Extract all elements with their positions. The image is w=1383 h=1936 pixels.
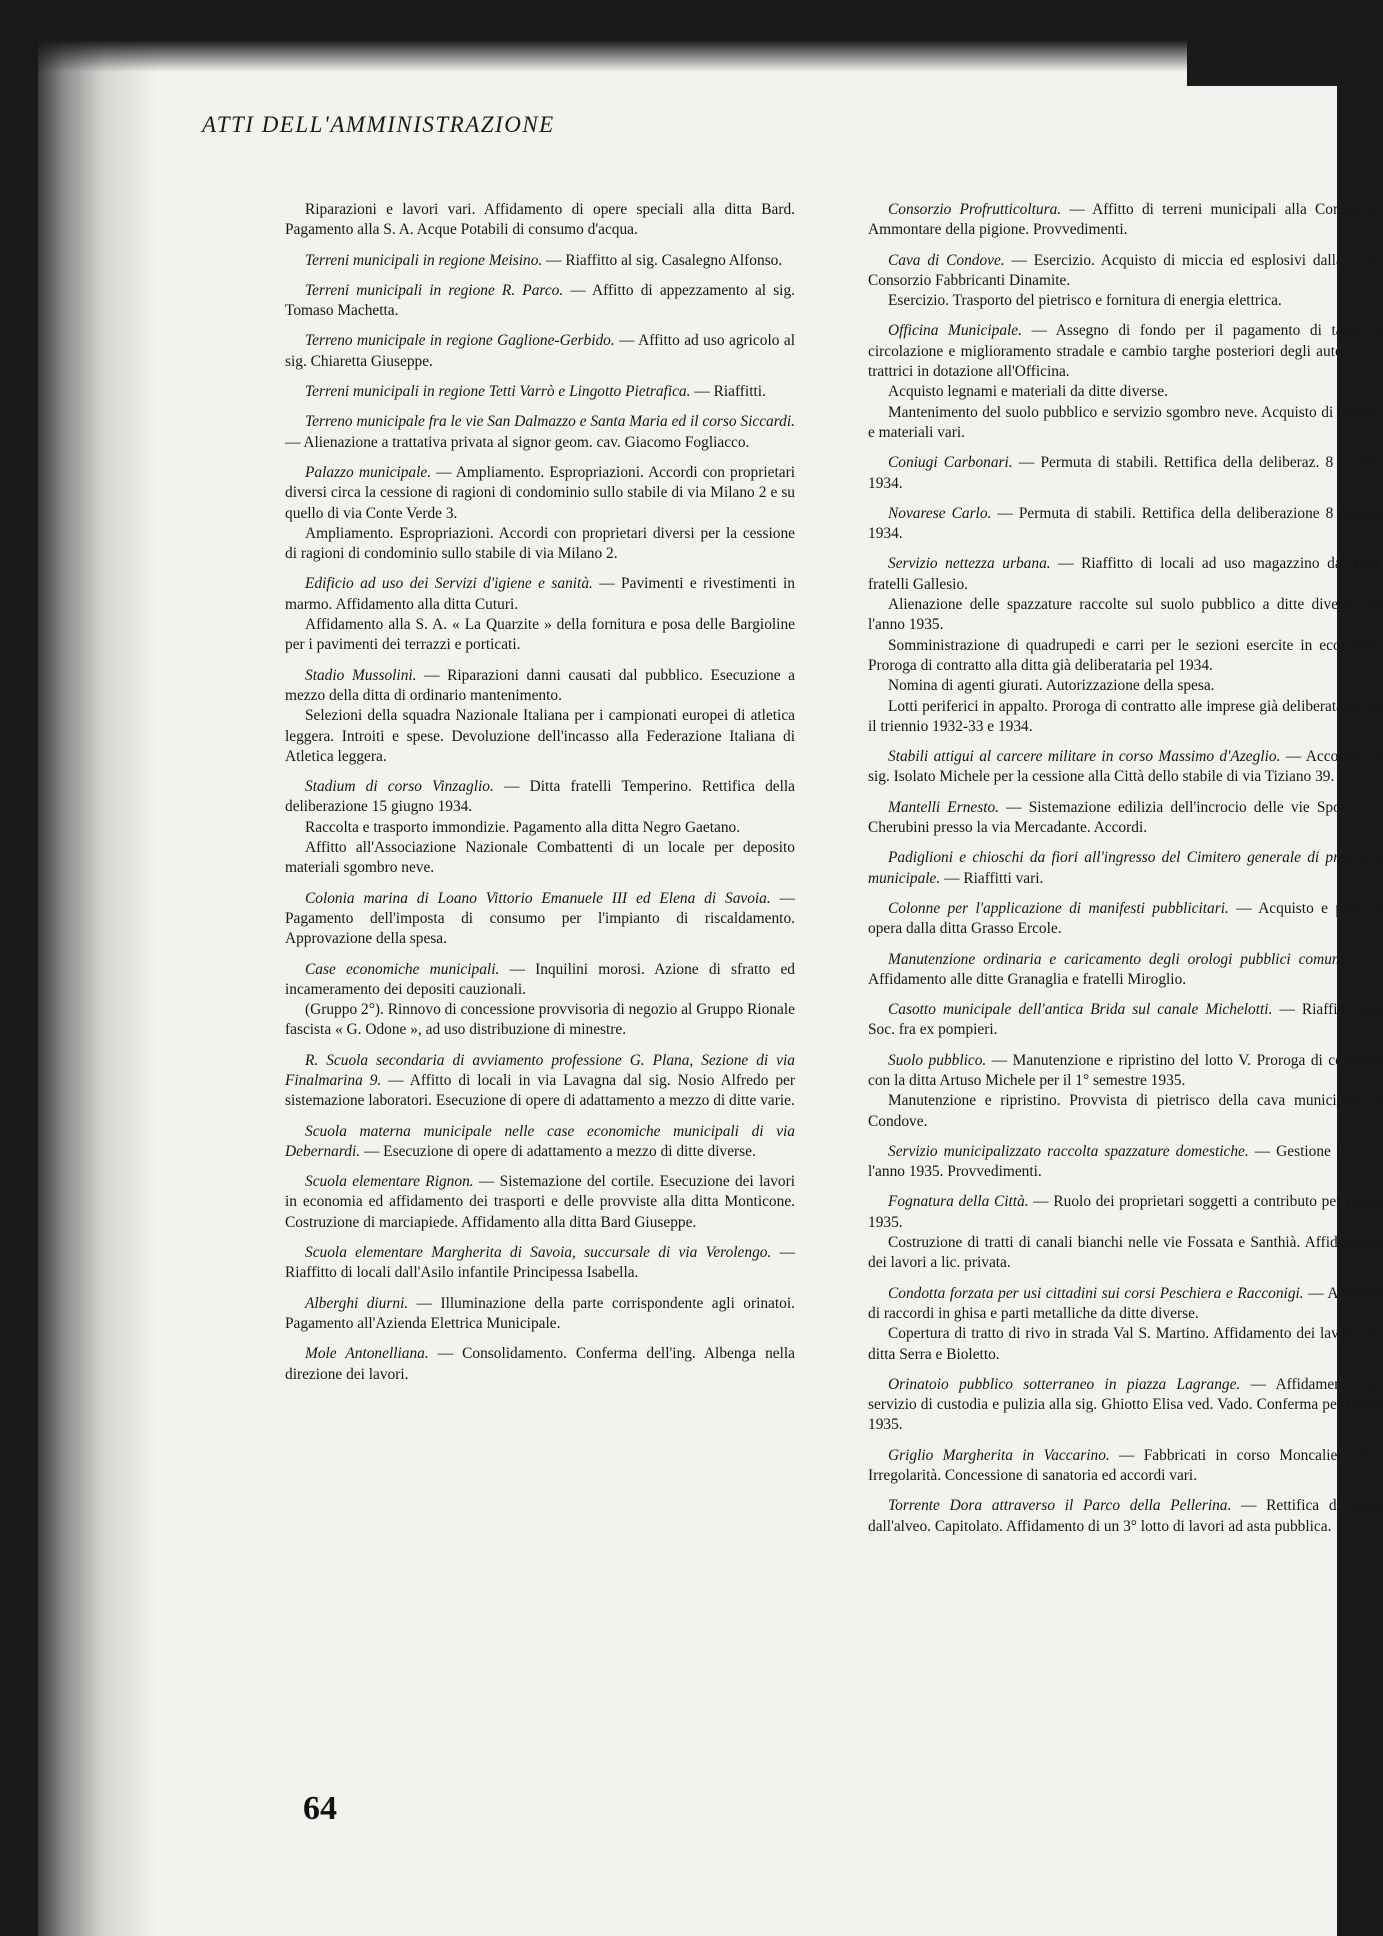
entry-text: — Affidamento alle ditte Granaglia e fratelli Miroglio. bbox=[868, 950, 1383, 988]
entry-paragraph bbox=[868, 382, 1383, 402]
entry-text: — Affitto di terreni municipali alla Continetta. Ammontare della pigione. Provvedimenti. bbox=[868, 201, 1383, 239]
entry-text: Lotti periferici in appalto. Proroga di contratto alle imprese già deliberatarie per il triennio 1932-33 e 1934. bbox=[868, 697, 1383, 735]
entry-heading: Terreni municipali in regione Tetti Varrò e Lingotto Pietrafica. bbox=[305, 383, 691, 401]
entry-text: — Sistemazione edilizia dell'incrocio delle vie Spontini e Cherubini presso la via Mercadante. Accordi. bbox=[868, 798, 1383, 837]
entry-heading: Griglio Margherita in Vaccarino. bbox=[888, 1446, 1110, 1464]
entry-paragraph bbox=[285, 574, 795, 615]
entry-heading: Terreni municipali in regione Meisino. bbox=[305, 251, 543, 269]
entry-text: Alienazione delle spazzature raccolte sul suolo pubblico a ditte diverse per l'anno 1935. bbox=[868, 596, 1383, 634]
entry-text: Riparazioni e lavori vari. Affidamento di opere speciali alla ditta Bard. Pagamento alla S. A. Acque Potabili di consumo d'acqua. bbox=[285, 201, 795, 239]
entry-paragraph bbox=[285, 1000, 795, 1041]
entry-text: — Riaffitto di locali ad uso magazzino dai sigg. fratelli Gallesio. bbox=[868, 555, 1383, 593]
entry-heading: R. Scuola secondaria di avviamento professione G. Plana, Sezione di via Finalmarina 9. bbox=[285, 1051, 795, 1089]
entry-paragraph bbox=[285, 818, 795, 838]
entry-text: Copertura di tratto di rivo in strada Val S. Martino. Affidamento dei lavori alla ditta Serra e Bioletto. bbox=[868, 1325, 1383, 1363]
entry-heading: Terreno municipale fra le vie San Dalmazzo e Santa Maria ed il corso Siccardi. bbox=[305, 413, 795, 431]
entry-text: — Illuminazione della parte corrispondente agli orinatoi. Pagamento all'Azienda Elettrica Municipale. bbox=[285, 1294, 795, 1332]
entry-paragraph bbox=[868, 848, 1383, 889]
entry-heading: Servizio nettezza urbana. bbox=[888, 555, 1051, 573]
entry-paragraph bbox=[868, 504, 1383, 545]
entry-heading: Novarese Carlo. bbox=[888, 504, 992, 522]
entry-heading: Consorzio Profrutticoltura. bbox=[888, 201, 1062, 218]
entry-heading: Mole Antonelliana. bbox=[305, 1345, 429, 1363]
entry-paragraph bbox=[285, 382, 795, 402]
entry-heading: Palazzo municipale. bbox=[305, 463, 432, 481]
entry-text: — Affitto di appezzamento al sig. Tomaso Machetta. bbox=[285, 281, 796, 320]
entry-heading: Terreno municipale in regione Gaglione-Gerbido. bbox=[305, 332, 615, 350]
entry-text: — Ditta fratelli Temperino. Rettifica della deliberazione 15 giugno 1934. bbox=[285, 778, 795, 816]
entry-paragraph bbox=[285, 1051, 795, 1112]
entry-paragraph bbox=[285, 1122, 795, 1163]
entry-paragraph bbox=[868, 1284, 1383, 1325]
entry-paragraph bbox=[868, 1192, 1383, 1233]
right-column bbox=[868, 200, 1383, 1537]
entry-paragraph bbox=[285, 777, 795, 818]
entry-paragraph bbox=[868, 747, 1383, 788]
entry-paragraph bbox=[868, 1375, 1383, 1436]
entry-paragraph bbox=[868, 1446, 1383, 1487]
entry-text: — Riaffitti vari. bbox=[940, 869, 1044, 887]
entry-text: — Permuta di stabili. Rettifica della deliberazione 8 ottobre 1934. bbox=[868, 504, 1383, 543]
entry-paragraph bbox=[285, 615, 795, 656]
entry-paragraph bbox=[868, 1000, 1383, 1041]
entry-paragraph bbox=[868, 1051, 1383, 1092]
entry-heading: Scuola elementare Margherita di Savoia, succursale di via Verolengo. bbox=[305, 1244, 772, 1262]
entry-heading: Colonne per l'applicazione di manifesti pubblicitari. bbox=[888, 899, 1229, 917]
entry-heading: Padiglioni e chioschi da fiori all'ingresso del Cimitero generale di proprietà municipale. bbox=[868, 849, 1383, 887]
entry-paragraph bbox=[868, 1142, 1383, 1183]
entry-text: Nomina di agenti giurati. Autorizzazione della spesa. bbox=[888, 677, 1215, 695]
entry-text: Ampliamento. Espropriazioni. Accordi con proprietari diversi per la cessione di ragioni di condominio sullo stabile di via Milano 2. bbox=[285, 524, 795, 563]
entry-heading: Alberghi diurni. bbox=[305, 1294, 409, 1312]
entry-paragraph bbox=[868, 554, 1383, 595]
entry-paragraph bbox=[285, 706, 795, 767]
entry-text: — Inquilini morosi. Azione di sfratto ed incameramento dei depositi cauzionali. bbox=[285, 960, 795, 998]
entry-heading: Mantelli Ernesto. bbox=[888, 798, 1000, 816]
entry-text: Affidamento alla S. A. « La Quarzite » della fornitura e posa delle Bargioline per i pavimenti dei terrazzi e porticati. bbox=[285, 616, 795, 654]
entry-text: — Acquisto e posa in opera dalla ditta Grasso Ercole. bbox=[868, 899, 1383, 938]
entry-text: — Consolidamento. Conferma dell'ing. Albenga nella direzione dei lavori. bbox=[285, 1345, 795, 1383]
entry-paragraph bbox=[868, 251, 1383, 292]
entry-paragraph bbox=[868, 1324, 1383, 1365]
entry-heading: Torrente Dora attraverso il Parco della Pellerina. bbox=[888, 1497, 1232, 1515]
entry-heading: Fognatura della Città. bbox=[888, 1193, 1029, 1211]
entry-text: — Ruolo dei proprietari soggetti a contributo per l'anno 1935. bbox=[868, 1193, 1383, 1231]
entry-text: — Esercizio. Acquisto di miccia ed esplosivi dalla S. A. Consorzio Fabbricanti Dinamite. bbox=[868, 251, 1383, 289]
entry-text: — Acquisto di raccordi in ghisa e parti metalliche da ditte diverse. bbox=[868, 1284, 1383, 1322]
entry-heading: Stabili attigui al carcere militare in corso Massimo d'Azeglio. bbox=[888, 748, 1281, 766]
entry-paragraph bbox=[868, 1091, 1383, 1132]
entry-heading: Casotto municipale dell'antica Brida sul canale Michelotti. bbox=[888, 1001, 1273, 1019]
entry-text: Mantenimento del suolo pubblico e servizio sgombro neve. Acquisto di attrezzi e materiali vari. bbox=[868, 403, 1383, 441]
entry-text: Raccolta e trasporto immondizie. Pagamento alla ditta Negro Gaetano. bbox=[305, 818, 741, 836]
entry-paragraph bbox=[868, 1233, 1383, 1274]
entry-text: — Ampliamento. Espropriazioni. Accordi con proprietari diversi circa la cessione di ragioni di condominio sullo stabile di via Milano 2 e su quello di via Conte Verde 3. bbox=[285, 463, 795, 522]
entry-heading: Case economiche municipali. bbox=[305, 960, 500, 978]
entry-heading: Edificio ad uso dei Servizi d'igiene e sanità. bbox=[305, 575, 593, 593]
entry-text: — Riparazioni danni causati dal pubblico. Esecuzione a mezzo della ditta di ordinario mantenimento. bbox=[285, 666, 795, 704]
entry-text: — Pavimenti e rivestimenti in marmo. Affidamento alla ditta Cuturi. bbox=[285, 575, 795, 613]
entry-text: — Fabbricati in corso Moncalieri 252. Irregolarità. Concessione di sanatoria ed accordi vari. bbox=[868, 1446, 1383, 1485]
entry-paragraph bbox=[285, 251, 795, 271]
entry-text: — Affidamento del servizio di custodia e pulizia alla sig. Ghiotto Elisa ved. Vado. Conferma per l'anno 1935. bbox=[868, 1375, 1383, 1434]
page-number: 64 bbox=[303, 1790, 337, 1827]
entry-text: Affitto all'Associazione Nazionale Combattenti di un locale per deposito materiali sgombro neve. bbox=[285, 839, 795, 877]
entry-heading: Stadium di corso Vinzaglio. bbox=[305, 778, 494, 796]
entry-text: — Permuta di stabili. Rettifica della deliberaz. 8 ottobre 1934. bbox=[868, 454, 1383, 492]
entry-paragraph bbox=[285, 1243, 795, 1284]
entry-paragraph bbox=[285, 960, 795, 1001]
entry-paragraph bbox=[285, 281, 795, 322]
running-head: ATTI DELL'AMMINISTRAZIONE bbox=[202, 112, 555, 137]
entry-heading: Condotta forzata per usi cittadini sui corsi Peschiera e Racconigi. bbox=[888, 1284, 1304, 1302]
entry-text: — Gestione durante l'anno 1935. Provvedimenti. bbox=[868, 1142, 1383, 1181]
entry-text: — Manutenzione e ripristino del lotto V. Proroga di contratto con la ditta Artuso Michele per il 1° semestre 1935. bbox=[868, 1051, 1383, 1089]
entry-paragraph bbox=[868, 595, 1383, 636]
entry-text: Acquisto legnami e materiali da ditte diverse. bbox=[888, 383, 1168, 401]
entry-heading: Cava di Condove. bbox=[888, 251, 1005, 269]
entry-paragraph bbox=[868, 200, 1383, 241]
entry-text: — Riaffitto al sig. Casalegno Alfonso. bbox=[542, 251, 783, 269]
entry-text: — Accordo col sig. Isolato Michele per la cessione alla Città dello stabile di via Tiziano 39. bbox=[868, 748, 1383, 786]
entry-heading: Terreni municipali in regione R. Parco. bbox=[305, 281, 564, 299]
entry-text: Manutenzione e ripristino. Provvista di pietrisco della cava municipale di Condove. bbox=[868, 1092, 1383, 1130]
entry-text: — Riaffitto di locali dall'Asilo infantile Principessa Isabella. bbox=[285, 1244, 795, 1282]
entry-paragraph bbox=[868, 291, 1383, 311]
entry-paragraph bbox=[868, 899, 1383, 940]
entry-paragraph bbox=[868, 1496, 1383, 1537]
entry-paragraph bbox=[285, 412, 795, 453]
document-page bbox=[38, 14, 1383, 1936]
entry-heading: Manutenzione ordinaria e caricamento degli orologi pubblici comunali. bbox=[888, 950, 1360, 968]
entry-text: Selezioni della squadra Nazionale Italiana per i campionati europei di atletica leggera. Introiti e spese. Devoluzione dell'incasso alla Federazione Italiana di Atletica leggera. bbox=[285, 707, 795, 765]
binding-shadow bbox=[38, 14, 158, 1936]
entry-text: (Gruppo 2°). Rinnovo di concessione provvisoria di negozio al Gruppo Rionale fascista « G. Odone », ad uso distribuzione di minestre. bbox=[285, 1001, 795, 1039]
entry-paragraph bbox=[868, 636, 1383, 677]
entry-text: — Riaffitti. bbox=[690, 383, 766, 401]
entry-text: Costruzione di tratti di canali bianchi nelle vie Fossata e Santhià. Affidamento dei lavori a lic. privata. bbox=[868, 1234, 1383, 1272]
entry-paragraph bbox=[868, 453, 1383, 494]
entry-paragraph bbox=[285, 463, 795, 524]
entry-text: Somministrazione di quadrupedi e carri per le sezioni esercite in economia. Proroga di contratto alla ditta già deliberataria pel 1934. bbox=[868, 636, 1383, 674]
entry-paragraph bbox=[868, 321, 1383, 382]
entry-paragraph bbox=[868, 798, 1383, 839]
entry-heading: Stadio Mussolini. bbox=[305, 666, 417, 684]
entry-text: — Assegno di fondo per il pagamento di tasse di circolazione e miglioramento stradale e cambio targhe posteriori degli autocarri e trattrici in dotazione all'Officina. bbox=[868, 322, 1383, 381]
entry-heading: Servizio municipalizzato raccolta spazzature domestiche. bbox=[888, 1142, 1249, 1160]
entry-paragraph bbox=[285, 200, 795, 241]
entry-heading: Scuola elementare Rignon. bbox=[305, 1173, 474, 1191]
entry-paragraph bbox=[285, 331, 795, 372]
entry-paragraph bbox=[868, 403, 1383, 444]
entry-text: — Alienazione a trattativa privata al signor geom. cav. Giacomo Fogliacco. bbox=[285, 433, 750, 451]
entry-paragraph bbox=[868, 697, 1383, 738]
entry-heading: Colonia marina di Loano Vittorio Emanuele III ed Elena di Savoia. bbox=[305, 889, 771, 907]
entry-paragraph bbox=[285, 1172, 795, 1233]
entry-paragraph bbox=[285, 889, 795, 950]
entry-text: — Affitto di locali in via Lavagna dal sig. Nosio Alfredo per sistemazione laboratori. Esecuzione di opere di adattamento a mezzo di ditte varie. bbox=[285, 1071, 796, 1110]
top-right-corner-shadow bbox=[1187, 14, 1337, 86]
entry-text: — Esecuzione di opere di adattamento a mezzo di ditte diverse. bbox=[360, 1142, 756, 1160]
top-edge-shadow bbox=[38, 14, 1337, 72]
entry-paragraph bbox=[285, 666, 795, 707]
entry-text: — Sistemazione del cortile. Esecuzione dei lavori in economia ed affidamento dei trasporti e delle provviste alla ditta Monticone. Costruzione di marciapiede. Affidamento alla ditta Bard Giuseppe. bbox=[285, 1173, 795, 1231]
entry-heading: Officina Municipale. bbox=[888, 322, 1022, 340]
entry-paragraph bbox=[285, 1294, 795, 1335]
entry-paragraph bbox=[285, 1344, 795, 1385]
entry-text: — Riaffitto alla Soc. fra ex pompieri. bbox=[868, 1001, 1383, 1039]
entry-paragraph bbox=[285, 524, 795, 565]
entry-paragraph bbox=[285, 838, 795, 879]
entry-heading: Scuola materna municipale nelle case economiche municipali di via Debernardi. bbox=[285, 1122, 795, 1160]
entry-text: — Pagamento dell'imposta di consumo per l'impianto di riscaldamento. Approvazione della spesa. bbox=[285, 889, 795, 948]
entry-heading: Orinatoio pubblico sotterraneo in piazza Lagrange. bbox=[888, 1375, 1241, 1393]
entry-text: Esercizio. Trasporto del pietrisco e fornitura di energia elettrica. bbox=[888, 292, 1282, 310]
left-column bbox=[285, 200, 795, 1385]
entry-paragraph bbox=[868, 950, 1383, 991]
entry-paragraph bbox=[868, 676, 1383, 696]
entry-text: — Affitto ad uso agricolo al sig. Chiaretta Giuseppe. bbox=[285, 332, 795, 370]
entry-heading: Coniugi Carbonari. bbox=[888, 454, 1013, 472]
entry-heading: Suolo pubblico. bbox=[888, 1051, 987, 1069]
entry-text: — Rettifica di tratto dall'alveo. Capitolato. Affidamento di un 3° lotto di lavori ad asta pubblica. bbox=[868, 1497, 1383, 1535]
